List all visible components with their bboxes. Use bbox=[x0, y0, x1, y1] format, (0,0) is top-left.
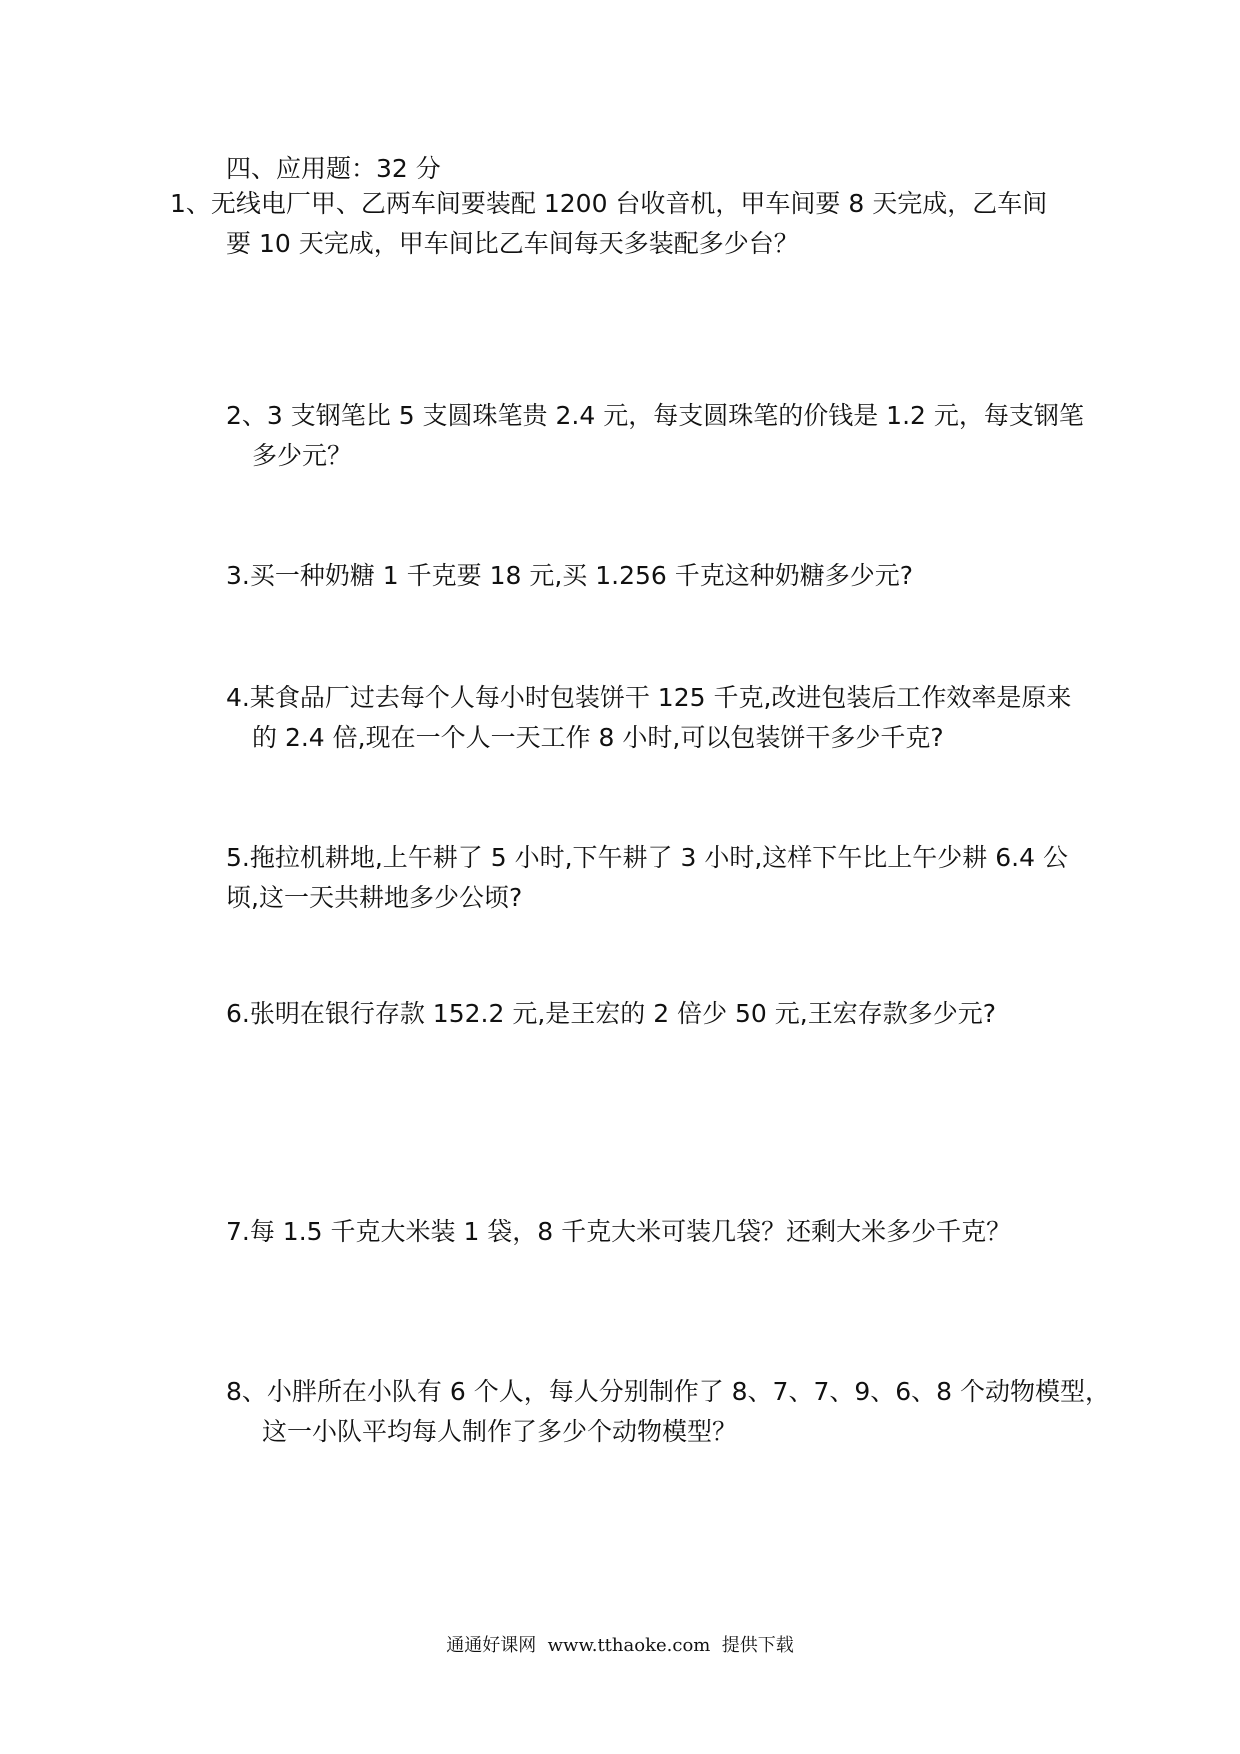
question-4 bbox=[226, 678, 1126, 758]
question-4-line-2: 的 2.4 倍,现在一个人一天工作 8 小时,可以包装饼干多少千克? bbox=[252, 723, 944, 752]
question-8-line-1: 8、小胖所在小队有 6 个人，每人分别制作了 8、7、7、9、6、8 个动物模型， bbox=[226, 1377, 1111, 1406]
question-8 bbox=[226, 1372, 1126, 1452]
page-footer: 通通好课网 www.tthaoke.com 提供下载 bbox=[446, 1635, 794, 1656]
question-5-line-2: 顷,这一天共耕地多少公顷? bbox=[226, 883, 523, 912]
question-8-line-2: 这一小队平均每人制作了多少个动物模型？ bbox=[262, 1417, 738, 1446]
question-2 bbox=[226, 396, 1126, 476]
question-6 bbox=[226, 994, 1126, 1034]
question-1-line-1: 1、无线电厂甲、乙两车间要装配 1200 台收音机，甲车间要 8 天完成，乙车间 bbox=[170, 189, 1048, 218]
question-7-line-1: 7.每 1.5 千克大米装 1 袋，8 千克大米可装几袋？还剩大米多少千克？ bbox=[226, 1217, 1012, 1246]
question-1-line-2: 要 10 天完成，甲车间比乙车间每天多装配多少台？ bbox=[226, 229, 799, 258]
question-2-line-1: 2、3 支钢笔比 5 支圆珠笔贵 2.4 元，每支圆珠笔的价钱是 1.2 元，每支钢笔 bbox=[226, 401, 1084, 430]
question-3-line-1: 3.买一种奶糖 1 千克要 18 元,买 1.256 千克这种奶糖多少元? bbox=[226, 561, 914, 590]
section-title: 四、应用题：32 分 bbox=[226, 154, 441, 183]
question-3 bbox=[226, 556, 1126, 596]
question-5-line-1: 5.拖拉机耕地,上午耕了 5 小时,下午耕了 3 小时,这样下午比上午少耕 6.4 公 bbox=[226, 843, 1068, 872]
question-6-line-1: 6.张明在银行存款 152.2 元,是王宏的 2 倍少 50 元,王宏存款多少元? bbox=[226, 999, 996, 1028]
question-1 bbox=[170, 184, 1070, 264]
question-2-line-2: 多少元？ bbox=[252, 441, 353, 470]
question-5 bbox=[226, 838, 1126, 918]
question-4-line-1: 4.某食品厂过去每个人每小时包装饼干 125 千克,改进包装后工作效率是原来 bbox=[226, 683, 1072, 712]
question-7 bbox=[226, 1212, 1126, 1252]
